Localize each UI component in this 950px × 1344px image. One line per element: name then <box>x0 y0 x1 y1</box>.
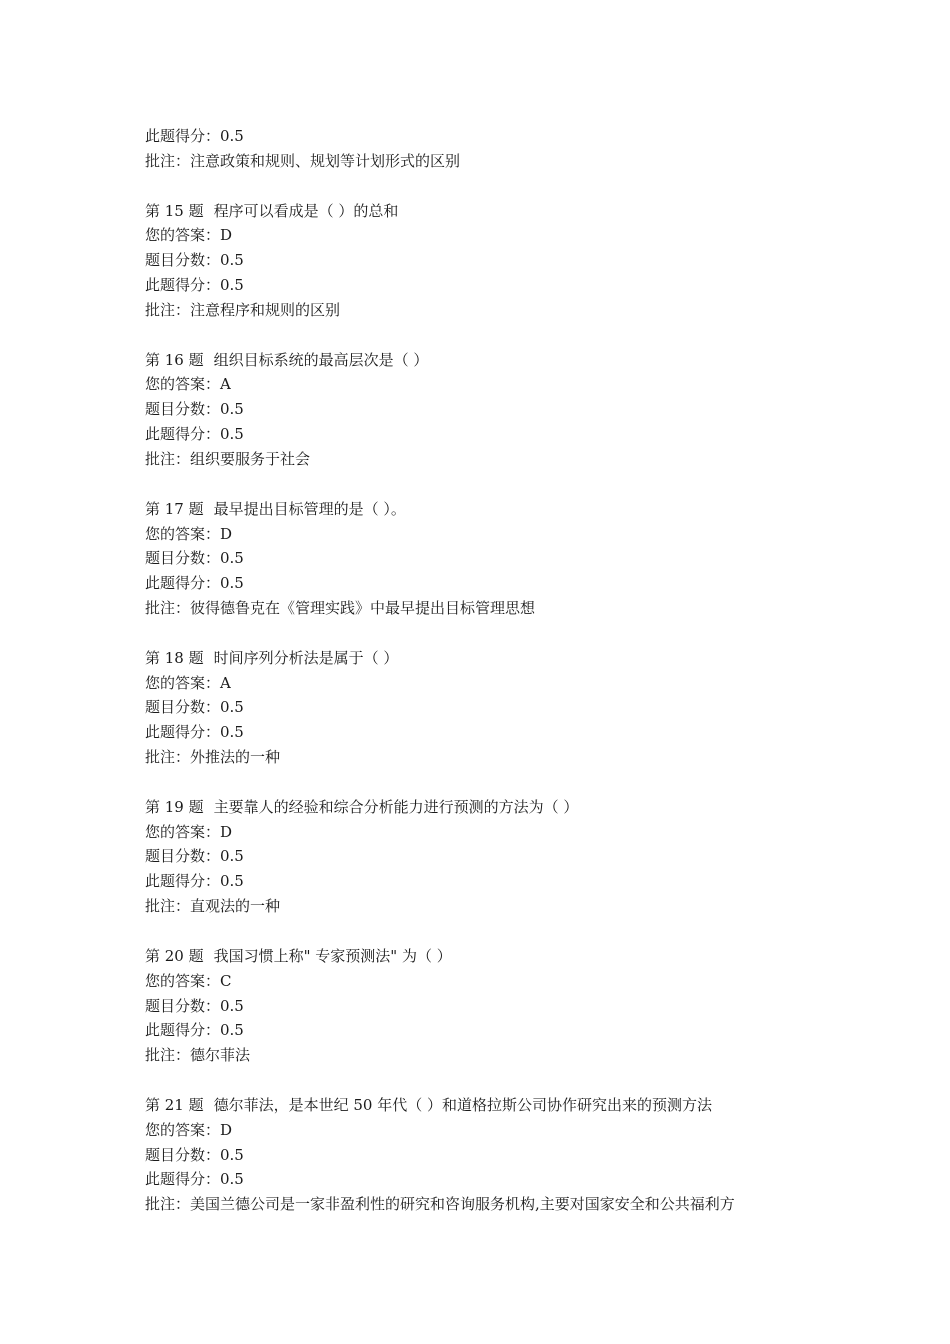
question-number: 第 19 题 <box>145 797 204 816</box>
answer-line: 您的答案：D <box>145 226 233 245</box>
question-text: 我国习惯上称" 专家预测法" 为（ ） <box>213 946 452 965</box>
note-line: 批注：直观法的一种 <box>145 897 281 916</box>
total-score-line: 题目分数：0.5 <box>145 1145 244 1164</box>
question-heading <box>145 348 845 373</box>
question-heading <box>145 1093 845 1118</box>
question-text: 德尔菲法，是本世纪 50 年代（ ）和道格拉斯公司协作研究出来的预测方法 <box>213 1095 713 1114</box>
question-block-19 <box>145 795 845 919</box>
document-page <box>145 124 845 1217</box>
answer-line: 您的答案：A <box>145 375 231 394</box>
question-heading <box>145 646 845 671</box>
question-number: 第 16 题 <box>145 350 204 369</box>
answer-line: 您的答案：A <box>145 673 231 692</box>
question-block-18 <box>145 646 845 770</box>
question-heading <box>145 795 845 820</box>
question-text: 程序可以看成是（ ）的总和 <box>213 201 399 220</box>
question-heading <box>145 199 845 224</box>
question-number: 第 21 题 <box>145 1095 204 1114</box>
score-line: 此题得分：0.5 <box>145 425 244 444</box>
question-block-16 <box>145 348 845 472</box>
score-line: 此题得分：0.5 <box>145 1021 244 1040</box>
question-number: 第 18 题 <box>145 648 204 667</box>
question-text: 组织目标系统的最高层次是（ ） <box>213 350 429 369</box>
note-line: 批注：德尔菲法 <box>145 1046 251 1065</box>
total-score-line: 题目分数：0.5 <box>145 847 244 866</box>
question-block-17 <box>145 497 845 621</box>
total-score-line: 题目分数：0.5 <box>145 251 244 270</box>
answer-line: 您的答案：C <box>145 971 232 990</box>
total-score-line: 题目分数：0.5 <box>145 400 244 419</box>
previous-question-fragment <box>145 124 845 174</box>
note-line: 批注：注意政策和规则、规划等计划形式的区别 <box>145 151 461 170</box>
score-line: 此题得分：0.5 <box>145 276 244 295</box>
question-number: 第 15 题 <box>145 201 204 220</box>
question-number: 第 17 题 <box>145 499 204 518</box>
total-score-line: 题目分数：0.5 <box>145 996 244 1015</box>
score-line: 此题得分：0.5 <box>145 574 244 593</box>
answer-line: 您的答案：D <box>145 822 233 841</box>
question-text: 时间序列分析法是属于（ ） <box>213 648 399 667</box>
score-line: 此题得分：0.5 <box>145 872 244 891</box>
note-line: 批注：彼得德鲁克在《管理实践》中最早提出目标管理思想 <box>145 599 536 618</box>
question-heading <box>145 944 845 969</box>
note-line: 批注：美国兰德公司是一家非盈利性的研究和咨询服务机构,主要对国家安全和公共福利方 <box>145 1195 735 1214</box>
total-score-line: 题目分数：0.5 <box>145 698 244 717</box>
question-block-21 <box>145 1093 845 1217</box>
question-text: 主要靠人的经验和综合分析能力进行预测的方法为（ ） <box>213 797 579 816</box>
question-text: 最早提出目标管理的是（ ）。 <box>213 499 406 518</box>
question-block-20 <box>145 944 845 1068</box>
note-line: 批注：注意程序和规则的区别 <box>145 300 341 319</box>
answer-line: 您的答案：D <box>145 524 233 543</box>
note-line: 批注：组织要服务于社会 <box>145 449 311 468</box>
question-heading <box>145 497 845 522</box>
question-number: 第 20 题 <box>145 946 204 965</box>
note-line: 批注：外推法的一种 <box>145 748 281 767</box>
answer-line: 您的答案：D <box>145 1120 233 1139</box>
score-line: 此题得分：0.5 <box>145 1170 244 1189</box>
score-line: 此题得分：0.5 <box>145 723 244 742</box>
score-line: 此题得分：0.5 <box>145 127 244 145</box>
total-score-line: 题目分数：0.5 <box>145 549 244 568</box>
question-block-15 <box>145 199 845 323</box>
